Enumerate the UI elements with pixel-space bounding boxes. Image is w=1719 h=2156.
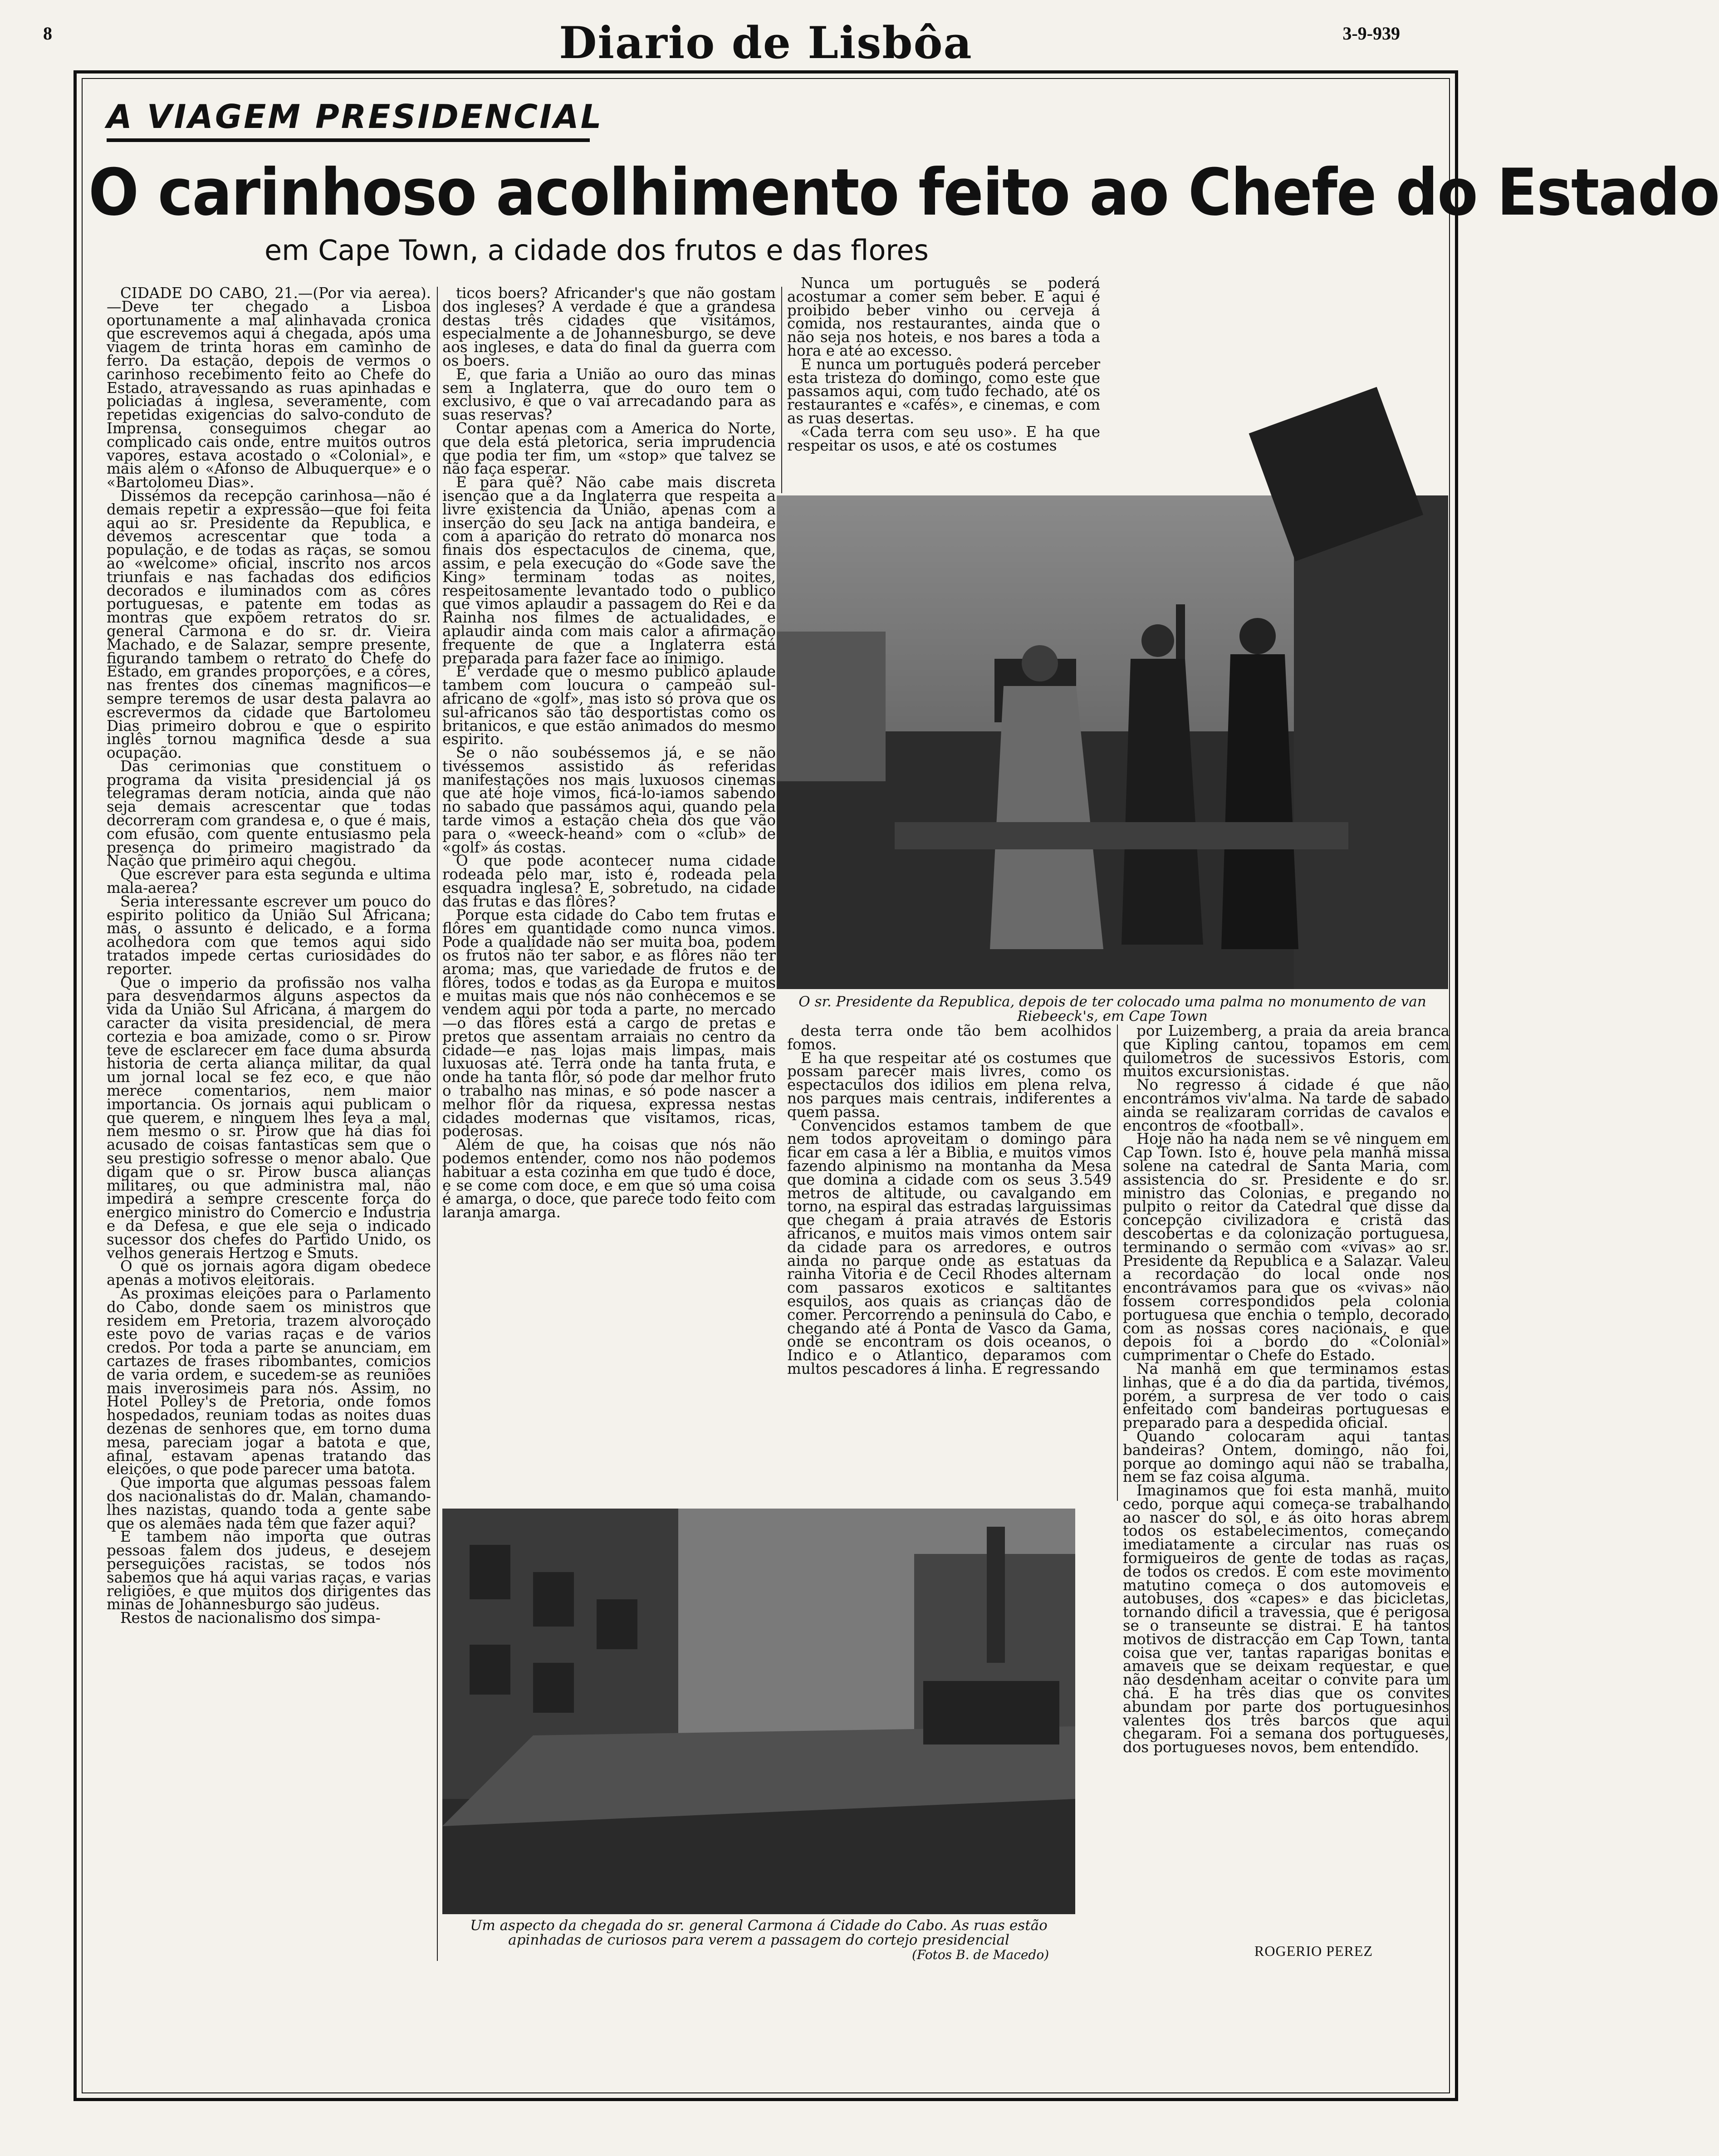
photo-caption-1: O sr. Presidente da Republica, depois de ter colocado uma palma no monumento de van Riebeeck's, em Cape Town	[798, 994, 1426, 1024]
article-paragraph: Que o imperio da profissão nos valha para desvendarmos alguns aspectos da vida da União Sul Africana, á margem do caracter da visita presidencial, de mera cortezia e boa amizade, como o sr. Pirow teve de esclarecer em face duma absurda historia de certa aliança militar, da qual um jornal local se fez eco, e que não merece comentarios, nem maior importancia. Os jornais aqui publicam o que querem, e ninguem lhes leva a mal, nem mesmo o sr. Pirow que há dias foi acusado de coisas fantasticas sem que o seu prestigio sofresse o menor abalo. Que digam que o sr. Pirow busca alianças militares, ou que administra mal, não impedirá a sempre crescente força do energico ministro do Comercio e Industria e da Defesa, e que ele seja o indicado sucessor dos chefes do Partido Unido, os velhos generais Hertzog e Smuts.	[107, 974, 431, 1262]
article-paragraph: E ha que respeitar até os costumes que possam parecer mais livres, como os espectaculos dos idilios em plena relva, nos parques mais centrais, indiferentes a quem passa.	[787, 1049, 1112, 1121]
article-column-4	[1123, 1024, 1450, 1967]
article-headline: O carinhoso acolhimento feito ao Chefe do Estado	[88, 155, 1719, 230]
page-number: 8	[43, 23, 52, 44]
photo-president-monument	[777, 495, 1448, 989]
photo-credit: (Fotos B. de Macedo)	[912, 1947, 1049, 1962]
article-paragraph: E tambem não importa que outras pessoas falem dos judeus, e desejem perseguições racistas, se todos nós sabemos que há aqui varias raças, e varias religiões, e que muitos dos dirigentes das minas de Johannesburgo são judeus.	[107, 1528, 431, 1613]
article-paragraph: Que importa que algumas pessoas falem dos nacionalistas do dr. Malan, chamando-lhes nazistas, quando toda a gente sabe que os alemães nada têm que fazer aqui?	[107, 1474, 431, 1532]
article-paragraph: Hoje não ha nada nem se vê ninguem em Cap Town. Isto é, houve pela manhã missa solene na catedral de Santa Maria, com assistencia do sr. Presidente e do sr. ministro das Colonias, e pregando no pulpito o reitor da Catedral que disse da concepção civilizadora e cristã das descobertas e da colonização portuguesa, terminando o sermão com «vivas» ao sr. Presidente da Republica e a Salazar. Valeu a recordação do local onde nos encontrávamos para que os «vivas» não fossem correspondidos pela colonia portuguesa que enchia o templo, decorado com as nossas cores nacionais, e que depois foi a bordo do «Colonial» cumprimentar o Chefe do Estado.	[1123, 1130, 1450, 1364]
article-paragraph: Se o não soubéssemos já, e se não tivéssemos assistido ás referidas manifestações nos mais luxuosos cinemas que até hoje vimos, ficá-lo-iamos sabendo no sabado que passámos aqui, quando pela tarde vimos a estação cheia dos que vão para o «weeck-heand» com o «club» de «golf» ás costas.	[442, 744, 776, 856]
article-paragraph: Restos de nacionalismo dos simpa-	[120, 1609, 381, 1627]
photo-street-procession-image	[442, 1509, 1075, 1914]
article-byline: ROGERIO PEREZ	[1254, 1943, 1373, 1959]
article-column-3-top	[787, 274, 1100, 490]
column-divider	[1117, 1024, 1118, 1501]
article-subheadline: em Cape Town, a cidade dos frutos e das flores	[264, 234, 929, 267]
article-paragraph: E nunca um português poderá perceber esta tristeza do domingo, como este que passamos aqui, com tudo fechado, até os restaurantes e «cafés», e cinemas, e com as ruas desertas.	[787, 355, 1100, 427]
article-paragraph: O que os jornais agora digam obedece apenas a motivos eleitorais.	[107, 1258, 431, 1289]
article-paragraph: «Cada terra com seu uso». E ha que respeitar os usos, e até os costumes	[787, 423, 1100, 454]
article-paragraph: por Luizemberg, a praia da areia branca que Kipling cantou, topamos em cem quilometros de sucessivos Estoris, com muitos excursionistas.	[1123, 1022, 1450, 1080]
article-paragraph: Na manhã em que terminamos estas linhas, que é a do dia da partida, tivémos, porém, a surpresa de ver todo o cais enfeitado com bandeiras portuguesas e preparado para a despedida oficial.	[1123, 1360, 1450, 1432]
article-paragraph: ticos boers? Africander's que não gostam dos ingleses? A verdade é que a grandesa destas três cidades que visitámos, especialmente a de Johannesburgo, se deve aos ingleses, e data do final da guerra com os boers.	[442, 284, 776, 369]
photo-caption-2: Um aspecto da chegada do sr. general Carmona á Cidade do Cabo. As ruas estão apinhadas de curiosos para verem a passagem do cortejo presidencial	[470, 1917, 1048, 1948]
article-kicker: A VIAGEM PRESIDENCIAL	[107, 98, 603, 136]
article-column-3-bottom	[787, 1024, 1112, 1501]
photo-president-monument-image	[777, 495, 1448, 989]
article-paragraph: As proximas eleições para o Parlamento do Cabo, donde saem os ministros que residem em Pretoria, trazem alvoroçado este povo de varias raças e de varios credos. Por toda a parte se anunciam, em cartazes de frases ribombantes, comicios de varia ordem, e sucedem-se as reuniões mais inverosimeis para nós. Assim, no Hotel Polley's de Pretoria, onde fomos hospedados, reuniam todas as noites duas dezenas de senhores que, em torno duma mesa, pareciam jogar a batota e que, afinal, estavam apenas tratando das eleições, o que pode parecer uma batota.	[107, 1284, 431, 1478]
article-column-1	[107, 284, 431, 1954]
photo-street-procession	[442, 1509, 1075, 1914]
kicker-underline	[107, 138, 590, 142]
article-paragraph: Que escrever para esta segunda e ultima mala-aerea?	[107, 866, 431, 897]
article-paragraph: Nunca um português se poderá acostumar a comer sem beber. E aqui é proibido beber vinho ou cerveja á comida, nos restaurantes, ainda que o não seja nos hoteis, e nos bares a toda a hora e até ao excesso.	[787, 274, 1100, 359]
article-column-2	[442, 284, 776, 1504]
article-paragraph: Contar apenas com a America do Norte, que dela está pletorica, seria imprudencia que podia ter fim, um «stop» que talvez se não faça esperar.	[442, 419, 776, 478]
article-paragraph: Das cerimonias que constituem o programa da visita presidencial já os telegramas deram noticia, ainda que não seja demais acrescentar que todas decorreram com grandesa e, o que é mais, com efusão, com quente entusiasmo pela presença do primeiro magistrado da Nação que primeiro aqui chegou.	[107, 757, 431, 870]
article-paragraph: Porque esta cidade do Cabo tem frutas e flôres em quantidade como nunca vimos. Pode a qualidade não ser muita boa, podem os frutos não ter sabor, e as flôres não ter aroma; mas, que variedade de frutos e de flôres, todos e todas as da Europa e muitos e muitas mais que nós não conhecemos e se vendem aqui por toda a parte, no mercado—o das flôres está a cargo de pretas e pretos que assentam arraiais no centro da cidade—e nas lojas mais limpas, mais luxuosas até. Terra onde ha tanta fruta, e onde ha tanta flôr, só pode dar melhor fruto o trabalho nas minas, e só pode nascer a melhor flôr da riquesa, expressa nestas cidades modernas que visitamos, ricas, poderosas.	[442, 906, 776, 1140]
issue-date: 3-9-939	[1342, 23, 1400, 44]
article-paragraph: No regresso á cidade é que não encontrámos viv'alma. Na tarde de sabado ainda se realizaram corridas de cavalos e encontros de «football».	[1123, 1076, 1450, 1134]
article-paragraph: Dissémos da recepção carinhosa—não é demais repetir a expressão—que foi feita aqui ao sr. Presidente da Republica, e devemos acrescentar que toda a população, e de todas as raças, se somou ao «welcome» oficial, inscrito nos arcos triunfais e nas fachadas dos edificios decorados e iluminados com as côres portuguesas, e patente em todas as montras que expõem retratos do sr. general Carmona e do sr. dr. Vieira Machado, e de Salazar, sempre presente, figurando tambem o retrato do Chefe do Estado, em grandes proporções, e a côres, nas frentes dos cinemas magnificos—e sempre teremos de usar desta palavra ao escrevermos da cidade que Bartolomeu Dias primeiro dobrou e que o espirito inglês tornou magnifica desde a sua ocupação.	[107, 487, 431, 762]
column-divider	[781, 287, 782, 493]
article-paragraph: E, que faria a União ao ouro das minas sem a Inglaterra, que do ouro tem o exclusivo, e que o vai arrecadando para as suas reservas?	[442, 365, 776, 424]
article-paragraph: Imaginamos que foi esta manhã, muito cedo, porque aqui começa-se trabalhando ao nascer do sol, e ás oito horas abrem todos os estabelecimentos, começando imediatamente a circular nas ruas os formigueiros de gente de todas as raças, de todos os credos. E com este movimento matutino começa o dos automoveis e autobuses, dos «capes» e das bicicletas, tornando dificil a travessia, que é perigosa se o transeunte se distrai. E ha tantos motivos de distracção em Cap Town, tanta coisa que ver, tantas raparigas bonitas e amaveis que se deixam requestar, e que não desdenham aceitar o convite para um chá. E ha três dias que os convites abundam por parte dos portuguesinhos valentes dos três barcos que aqui chegaram. Foi a semana dos portugueses, dos portugueses novos, bem entendido.	[1123, 1482, 1450, 1756]
article-paragraph: Convencidos estamos tambem de que nem todos aproveitam o domingo para ficar em casa a lêr a Biblia, e muitos vimos fazendo alpinismo na montanha da Mesa que domina a cidade com os seus 3.549 metros de altitude, ou cavalgando em torno, na espiral das estradas larguissimas que chegam á praia através de Estoris africanos, e muitos mais vimos ontem sair da cidade para os arredores, e outros ainda no parque onde as estatuas da rainha Vitoria e de Cecil Rhodes alternam com passaros exoticos e saltitantes esquilos, aos quais as crianças dão de comer. Percorrendo a peninsula do Cabo, e chegando até á Ponta de Vasco da Gama, onde se encontram os dois oceanos, o Indico e o Atlantico, deparamos com multos pescadores á linha. E regressando	[787, 1117, 1112, 1377]
article-paragraph: Além de que, ha coisas que nós não podemos entender, como nos não podemos habituar a esta cozinha em que tudo é doce, e se come com doce, e em que só uma coisa é amarga, o doce, que parece todo feito com laranja amarga.	[442, 1136, 776, 1221]
article-paragraph: O que pode acontecer numa cidade rodeada pelo mar, isto é, rodeada pela esquadra inglesa? E, sobretudo, na cidade das frutas e das flôres?	[442, 852, 776, 910]
article-paragraph: CIDADE DO CABO, 21.—(Por via aerea).—Deve ter chegado a Lisboa oportunamente a mal alinhavada cronica que escrevemos aqui á chegada, após uma viagem de trinta horas em caminho de ferro. Da estação, depois de vermos o carinhoso recebimento feito ao Chefe do Estado, atravessando as ruas apinhadas e policiadas á inglesa, severamente, com repetidas exigencias do salvo-conduto de Imprensa, conseguimos chegar ao complicado cais onde, entre muitos outros vapores, estava acostado o «Colonial», e mais além o «Afonso de Albuquerque» e o «Bartolomeu Dias».	[107, 284, 431, 491]
article-paragraph: Seria interessante escrever um pouco do espirito politico da União Sul Africana; mas, o assunto é delicado, e a forma acolhedora com que temos aqui sido tratados impede certas curiosidades do reporter.	[107, 892, 431, 978]
newspaper-masthead: Diario de Lisbôa	[559, 17, 973, 69]
article-paragraph: desta terra onde tão bem acolhidos fomos.	[787, 1022, 1112, 1053]
article-paragraph: E' verdade que o mesmo publico aplaude tambem com loucura o campeão sul-africano de «golf», mas isto só prova que os sul-africanos são tão desportistas como os britanicos, e que estão animados do mesmo espirito.	[442, 663, 776, 748]
article-paragraph: E para quê? Não cabe mais discreta isenção que a da Inglaterra que respeita a livre existencia da União, apenas com a inserção do seu Jack na antiga bandeira, e com a aparição do retrato do monarca nos finais dos espectaculos de cinema, que, assim, e pela execução do «Gode save the King» terminam todas as noites, respeitosamente levantado todo o publico que vimos aplaudir a passagem do Rei e da Rainha nos filmes de actualidades, e aplaudir ainda com mais calor a afirmação frequente de que a Inglaterra está preparada para fazer face ao inimigo.	[442, 474, 776, 667]
article-paragraph: Quando colocaram aqui tantas bandeiras? Ontem, domingo, não foi, porque ao domingo aqui não se trabalha, nem se faz coisa alguma.	[1123, 1427, 1450, 1486]
column-divider	[437, 287, 438, 1961]
